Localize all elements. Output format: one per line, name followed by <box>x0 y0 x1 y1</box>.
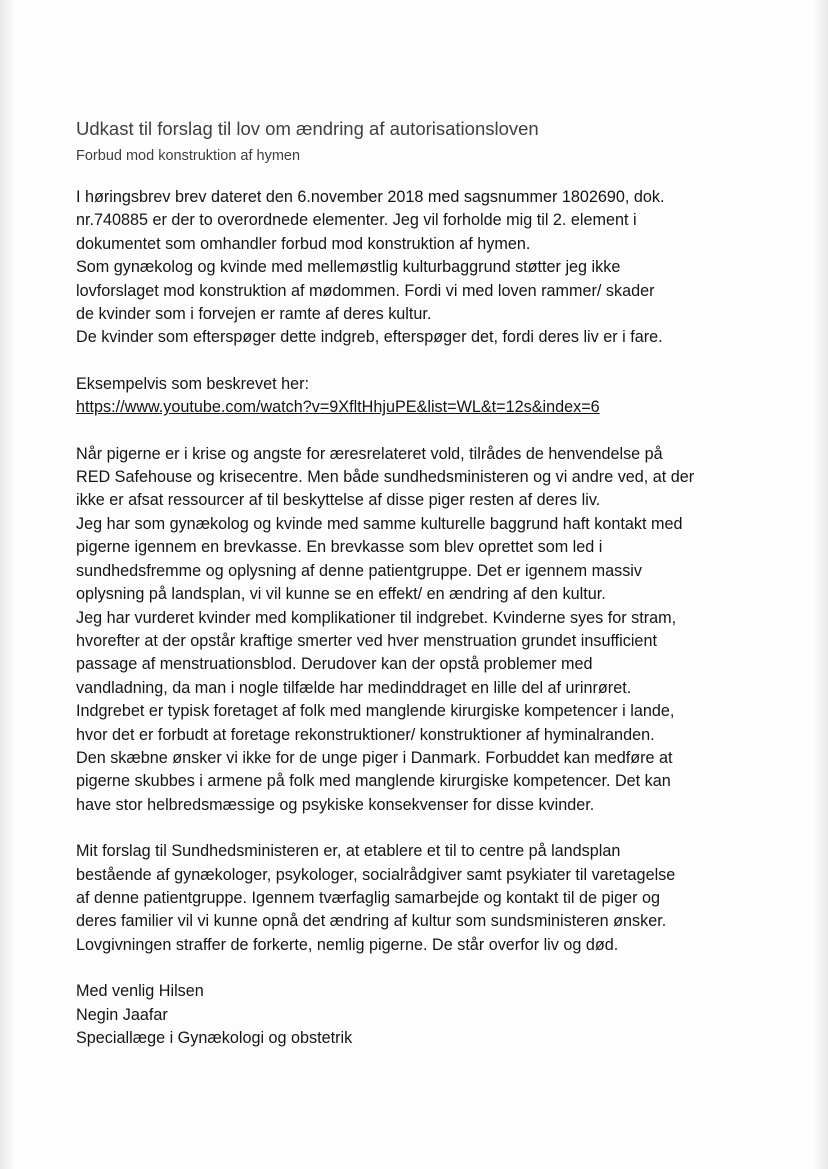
closing-signature <box>76 980 756 1050</box>
text-line: bestående af gynækologer, psykologer, socialrådgiver samt psykiater til varetagelse <box>76 865 676 884</box>
text-line: vandladning, da man i nogle tilfælde har medinddraget en lille del af urinrøret. <box>76 678 632 697</box>
text-line: Jeg har vurderet kvinder med komplikationer til indgrebet. Kvinderne syes for stram, <box>76 608 677 627</box>
document-body <box>76 116 756 1050</box>
text-line: ikke er afsat ressourcer af til beskyttelse af disse piger resten af deres liv. <box>76 491 601 510</box>
text-line: pigerne igennem en brevkasse. En brevkasse som blev oprettet som led i <box>76 538 603 557</box>
youtube-link[interactable]: https://www.youtube.com/watch?v=9XfltHhjuPE&list=WL&t=12s&index=6 <box>76 398 600 417</box>
text-line: hvor det er forbudt at foretage rekonstruktioner/ konstruktioner af hyminalranden. <box>76 725 655 744</box>
text-line: I høringsbrev brev dateret den 6.november 2018 med sagsnummer 1802690, dok. <box>76 188 665 206</box>
paragraph-proposal <box>76 840 756 957</box>
paragraph-example <box>76 373 756 420</box>
text-line: af denne patientgruppe. Igennem tværfaglig samarbejde og kontakt til de piger og <box>76 888 661 907</box>
document-title: Udkast til forslag til lov om ændring af autorisationsloven <box>76 118 539 139</box>
text-line: Den skæbne ønsker vi ikke for de unge piger i Danmark. Forbuddet kan medføre at <box>76 748 673 767</box>
text-line: nr.740885 er der to overordnede elementer. Jeg vil forholde mig til 2. element i <box>76 211 637 230</box>
text-line: De kvinder som efterspøger dette indgreb, efterspøger det, fordi deres liv er i fare. <box>76 328 663 347</box>
closing-greeting: Med venlig Hilsen <box>76 982 204 1001</box>
scan-edge-right <box>814 0 828 1169</box>
text-line: deres familier vil vi kunne opnå det ændring af kultur som sundsministeren ønsker. <box>76 912 667 931</box>
scan-edge-left <box>0 0 14 1169</box>
text-line: passage af menstruationsblod. Derudover kan der opstå problemer med <box>76 655 593 674</box>
text-line: lovforslaget mod konstruktion af mødommen. Fordi vi med loven rammer/ skader <box>76 281 655 300</box>
text-line: Når pigerne er i krise og angste for æresrelateret vold, tilrådes de henvendelse på <box>76 444 663 463</box>
text-line: hvorefter at der opstår kraftige smerter ved hver menstruation grundet insufficient <box>76 631 657 650</box>
text-line: Indgrebet er typisk foretaget af folk med manglende kirurgiske kompetencer i lande, <box>76 702 675 721</box>
text-line: Som gynækolog og kvinde med mellemøstlig kulturbaggrund støtter jeg ikke <box>76 258 621 277</box>
text-line: have stor helbredsmæssige og psykiske konsekvenser for disse kvinder. <box>76 795 595 814</box>
text-line: pigerne skubbes i armene på folk med manglende kirurgiske kompetencer. Det kan <box>76 772 671 791</box>
signer-name: Negin Jaafar <box>76 1005 168 1024</box>
text-line: de kvinder som i forvejen er ramte af deres kultur. <box>76 305 432 324</box>
signer-title: Speciallæge i Gynækologi og obstetrik <box>76 1029 353 1047</box>
text-line: Lovgivningen straffer de forkerte, nemlig pigerne. De står overfor liv og død. <box>76 935 619 954</box>
paragraph-main <box>76 443 756 818</box>
text-line: Jeg har som gynækolog og kvinde med samme kulturelle baggrund haft kontakt med <box>76 514 683 533</box>
text-line: dokumentet som omhandler forbud mod konstruktion af hymen. <box>76 234 531 253</box>
text-line: sundhedsfremme og oplysning af denne patientgruppe. Det er igennem massiv <box>76 561 643 580</box>
document-subtitle: Forbud mod konstruktion af hymen <box>76 148 301 164</box>
text-line: Eksempelvis som beskrevet her: <box>76 374 310 393</box>
text-line: RED Safehouse og krisecentre. Men både sundhedsministeren og vi andre ved, at der <box>76 468 695 487</box>
text-line: Mit forslag til Sundhedsministeren er, at etablere et til to centre på landsplan <box>76 842 621 861</box>
paragraph-intro <box>76 186 756 350</box>
text-line: oplysning på landsplan, vi vil kunne se en effekt/ en ændring af den kultur. <box>76 585 606 604</box>
